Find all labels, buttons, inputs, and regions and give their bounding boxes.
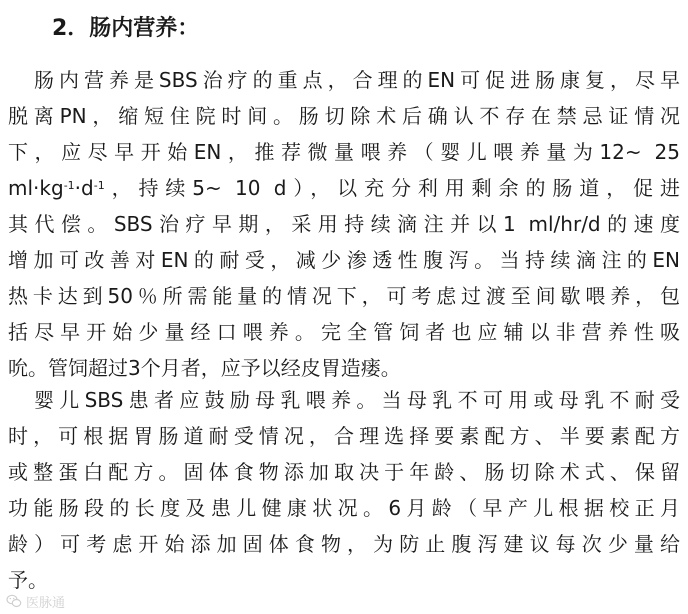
- watermark-text: 医脉通: [26, 595, 66, 611]
- paragraph-line: 脱离PN，缩短住院时间。肠切除术后确认不存在禁忌证情况: [8, 104, 680, 128]
- paragraph-line-units: [8, 170, 680, 206]
- wechat-logo-icon: [6, 593, 22, 609]
- paragraph-line: 热卡达到50％所需能量的情况下，可考虑过渡至间歇喂养，包: [8, 284, 680, 308]
- paragraph-line: 龄）可考虑开始添加固体食物，为防止腹泻建议每次少量给: [8, 532, 680, 556]
- paragraph-line-last: 予。: [8, 568, 48, 592]
- paragraph-line: 婴儿SBS患者应鼓励母乳喂养。当母乳不可用或母乳不耐受: [34, 388, 680, 412]
- paragraph-line: 或整蛋白配方。固体食物添加取决于年龄、肠切除术式、保留: [8, 460, 680, 484]
- paragraph-infant-feeding: [8, 382, 680, 598]
- unit-superscript: -1: [93, 179, 105, 192]
- section-heading: 2．肠内营养：: [52, 16, 200, 41]
- paragraph-line: 肠内营养是SBS治疗的重点，合理的EN可促进肠康复，尽早: [34, 68, 680, 92]
- paragraph-line: 功能肠段的长度及患儿健康状况。6月龄（早产儿根据校正月: [8, 496, 680, 520]
- paragraph-line: 增加可改善对EN的耐受，减少渗透性腹泻。当持续滴注的EN: [8, 248, 680, 272]
- watermark: [6, 590, 65, 612]
- paragraph-line-last: 吮。管饲超过3个月者，应予以经皮胃造瘘。: [8, 356, 401, 380]
- unit-line-rest: ，持续5~ 10 d），以充分利用剩余的肠道，促进: [104, 176, 680, 200]
- paragraph-line: 其代偿。SBS治疗早期，采用持续滴注并以1 ml/hr/d的速度: [8, 212, 680, 236]
- paragraph-line: 时，可根据胃肠道耐受情况，合理选择要素配方、半要素配方: [8, 424, 680, 448]
- paragraph-enteral-nutrition: [8, 62, 680, 386]
- unit-superscript: -1: [63, 179, 75, 192]
- paragraph-line: 下，应尽早开始EN，推荐微量喂养（婴儿喂养量为12~ 25: [8, 140, 680, 164]
- unit-text: ml·kg: [8, 176, 64, 200]
- unit-text: ·d: [74, 176, 94, 200]
- paragraph-line: 括尽早开始少量经口喂养。完全管饲者也应辅以非营养性吸: [8, 320, 680, 344]
